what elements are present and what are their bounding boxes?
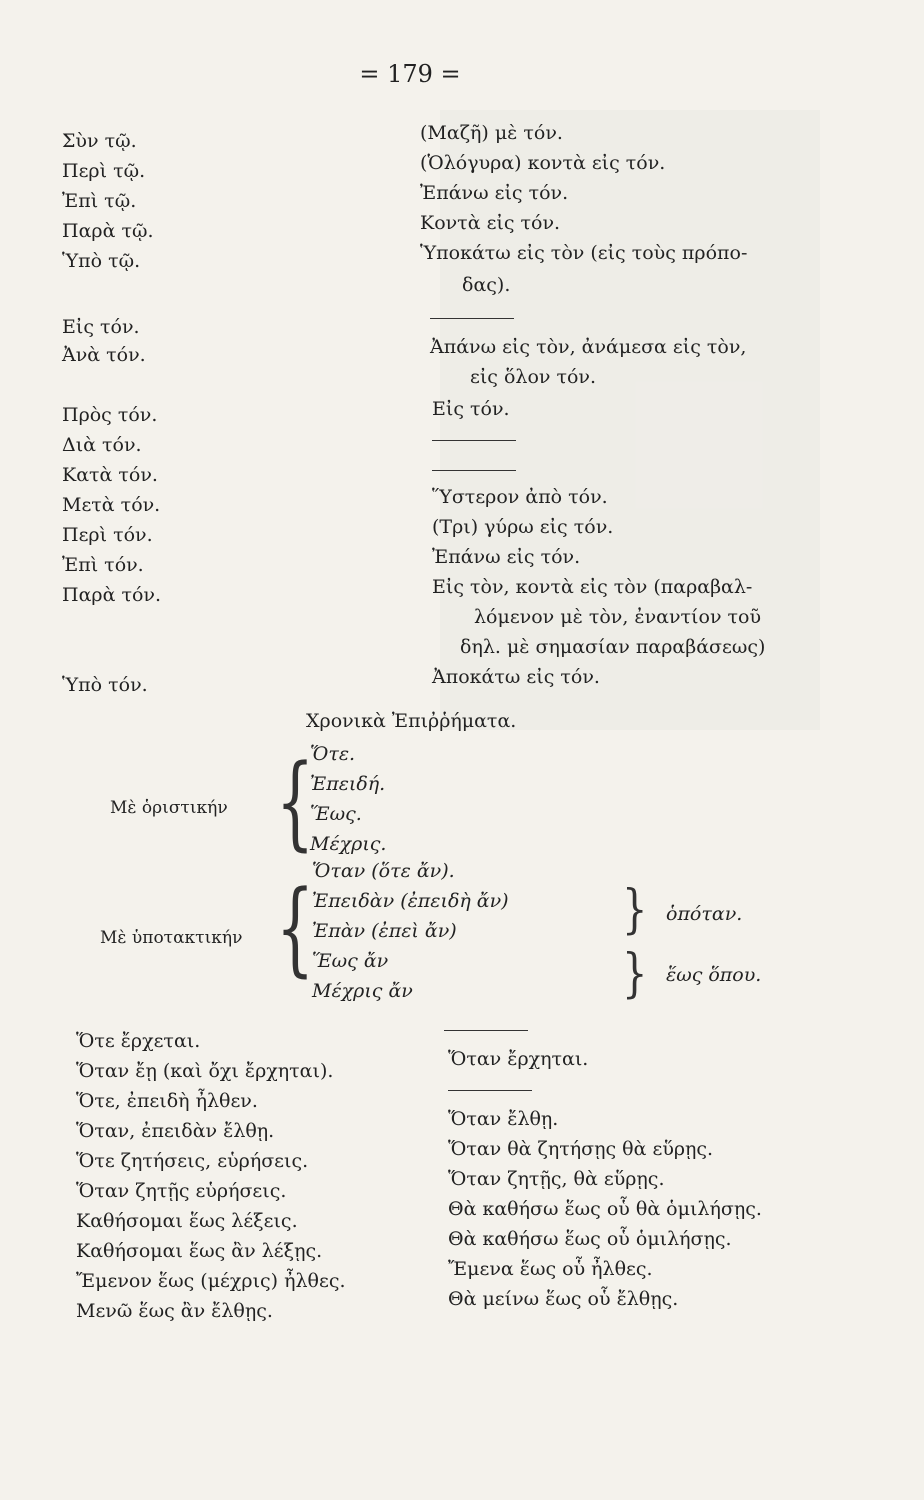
- left-example: Καθήσομαι ἕως λέξεις.: [76, 1210, 298, 1232]
- rule: [432, 470, 516, 471]
- left-example: Ὅτε ἔρχεται.: [76, 1030, 201, 1052]
- right-line: δηλ. μὲ σημασίαν παραβάσεως): [460, 636, 766, 658]
- right-line: εἰς ὅλον τόν.: [470, 366, 597, 388]
- left-example: Μενῶ ἕως ἂν ἔλθῃς.: [76, 1300, 273, 1322]
- left-line: Ἀνὰ τόν.: [62, 344, 146, 366]
- definite-item: Ἕως.: [310, 803, 362, 825]
- left-line: Μετὰ τόν.: [62, 494, 161, 516]
- definite-item: Μέχρις.: [310, 833, 387, 855]
- left-line: Σὺν τῷ.: [62, 130, 137, 152]
- subjunctive-note: ὁπόταν.: [666, 903, 743, 925]
- right-example: Ὅταν ἔλθῃ.: [448, 1108, 559, 1130]
- left-line: Ἐπὶ τῷ.: [62, 190, 137, 212]
- left-line: Ὑπὸ τόν.: [62, 674, 148, 696]
- right-line: Ἀποκάτω εἰς τόν.: [432, 666, 600, 688]
- right-line: Ὕστερον ἀπὸ τόν.: [432, 486, 608, 508]
- left-example: Καθήσομαι ἕως ἂν λέξῃς.: [76, 1240, 323, 1262]
- right-line: Εἰς τὸν, κοντὰ εἰς τὸν (παραβαλ-: [432, 576, 753, 598]
- subjunctive-item: Ἐπὰν (ἐπεὶ ἄν): [312, 920, 457, 942]
- subjunctive-item: Ἕως ἄν: [312, 950, 389, 972]
- left-line: Περὶ τόν.: [62, 524, 153, 546]
- right-line: Εἰς τόν.: [432, 398, 510, 420]
- left-line: Περὶ τῷ.: [62, 160, 146, 182]
- left-example: Ὅτε ζητήσεις, εὑρήσεις.: [76, 1150, 309, 1172]
- subjunctive-note: ἕως ὅπου.: [666, 964, 762, 986]
- left-example: Ὅταν ζητῇς εὑρήσεις.: [76, 1180, 287, 1202]
- left-example: Ὅτε, ἐπειδὴ ἦλθεν.: [76, 1090, 258, 1112]
- right-example: Θὰ μείνω ἕως οὗ ἔλθῃς.: [448, 1288, 679, 1310]
- subjunctive-item: Μέχρις ἄν: [312, 980, 413, 1002]
- left-example: Ὅταν, ἐπειδὰν ἔλθῃ.: [76, 1120, 275, 1142]
- right-line: δας).: [462, 274, 511, 296]
- right-line: (Ὁλόγυρα) κοντὰ εἰς τόν.: [420, 152, 666, 174]
- right-line: Ἐπάνω εἰς τόν.: [432, 546, 581, 568]
- page-number: = 179 =: [359, 60, 461, 88]
- section-title: Χρονικὰ Ἐπιῤῥήματα.: [306, 710, 517, 732]
- subjunctive-item: Ἐπειδὰν (ἐπειδὴ ἄν): [312, 890, 509, 912]
- right-line: Ὑποκάτω εἰς τὸν (εἰς τοὺς πρόπο-: [420, 242, 748, 264]
- left-brace: {: [276, 869, 315, 989]
- right-example: Ὅταν θὰ ζητήσῃς θὰ εὕρῃς.: [448, 1138, 714, 1160]
- left-brace: {: [276, 743, 315, 863]
- right-line: Ἐπάνω εἰς τόν.: [420, 182, 569, 204]
- left-example: Ἔμενον ἕως (μέχρις) ἦλθες.: [76, 1270, 346, 1292]
- right-example: Ὅταν ζητῇς, θὰ εὕρῃς.: [448, 1168, 665, 1190]
- right-brace: }: [622, 880, 648, 940]
- rule: [448, 1090, 532, 1091]
- left-line: Παρὰ τῷ.: [62, 220, 154, 242]
- left-line: Εἰς τόν.: [62, 316, 140, 338]
- definite-item: Ὅτε.: [310, 743, 356, 765]
- left-line: Ὑπὸ τῷ.: [62, 250, 141, 272]
- left-line: Πρὸς τόν.: [62, 404, 158, 426]
- left-line: Παρὰ τόν.: [62, 584, 161, 606]
- right-line: Κοντὰ εἰς τόν.: [420, 212, 561, 234]
- right-example: Θὰ καθήσω ἕως οὗ ὁμιλήσῃς.: [448, 1228, 732, 1250]
- rule: [444, 1030, 528, 1031]
- right-brace: }: [622, 944, 648, 1004]
- rule: [430, 318, 514, 319]
- definite-item: Ἐπειδή.: [310, 773, 386, 795]
- right-example: Θὰ καθήσω ἕως οὗ θὰ ὁμιλήσῃς.: [448, 1198, 762, 1220]
- definite-label: Μὲ ὁριστικήν: [110, 798, 228, 818]
- rule: [432, 440, 516, 441]
- right-line: (Μαζῆ) μὲ τόν.: [420, 122, 563, 144]
- right-line: λόμενον μὲ τὸν, ἐναντίον τοῦ: [474, 606, 762, 628]
- subjunctive-label: Μὲ ὑποτακτικήν: [100, 928, 243, 948]
- left-line: Ἐπὶ τόν.: [62, 554, 144, 576]
- right-example: Ὅταν ἔρχηται.: [448, 1048, 589, 1070]
- left-line: Διὰ τόν.: [62, 434, 142, 456]
- right-line: (Τρι) γύρω εἰς τόν.: [432, 516, 614, 538]
- right-example: Ἔμενα ἕως οὗ ἦλθες.: [448, 1258, 653, 1280]
- left-line: Κατὰ τόν.: [62, 464, 158, 486]
- right-line: Ἀπάνω εἰς τὸν, ἀνάμεσα εἰς τὸν,: [430, 336, 747, 358]
- left-example: Ὅταν ἔῃ (καὶ ὄχι ἔρχηται).: [76, 1060, 334, 1082]
- subjunctive-item: Ὅταν (ὅτε ἄν).: [312, 860, 455, 882]
